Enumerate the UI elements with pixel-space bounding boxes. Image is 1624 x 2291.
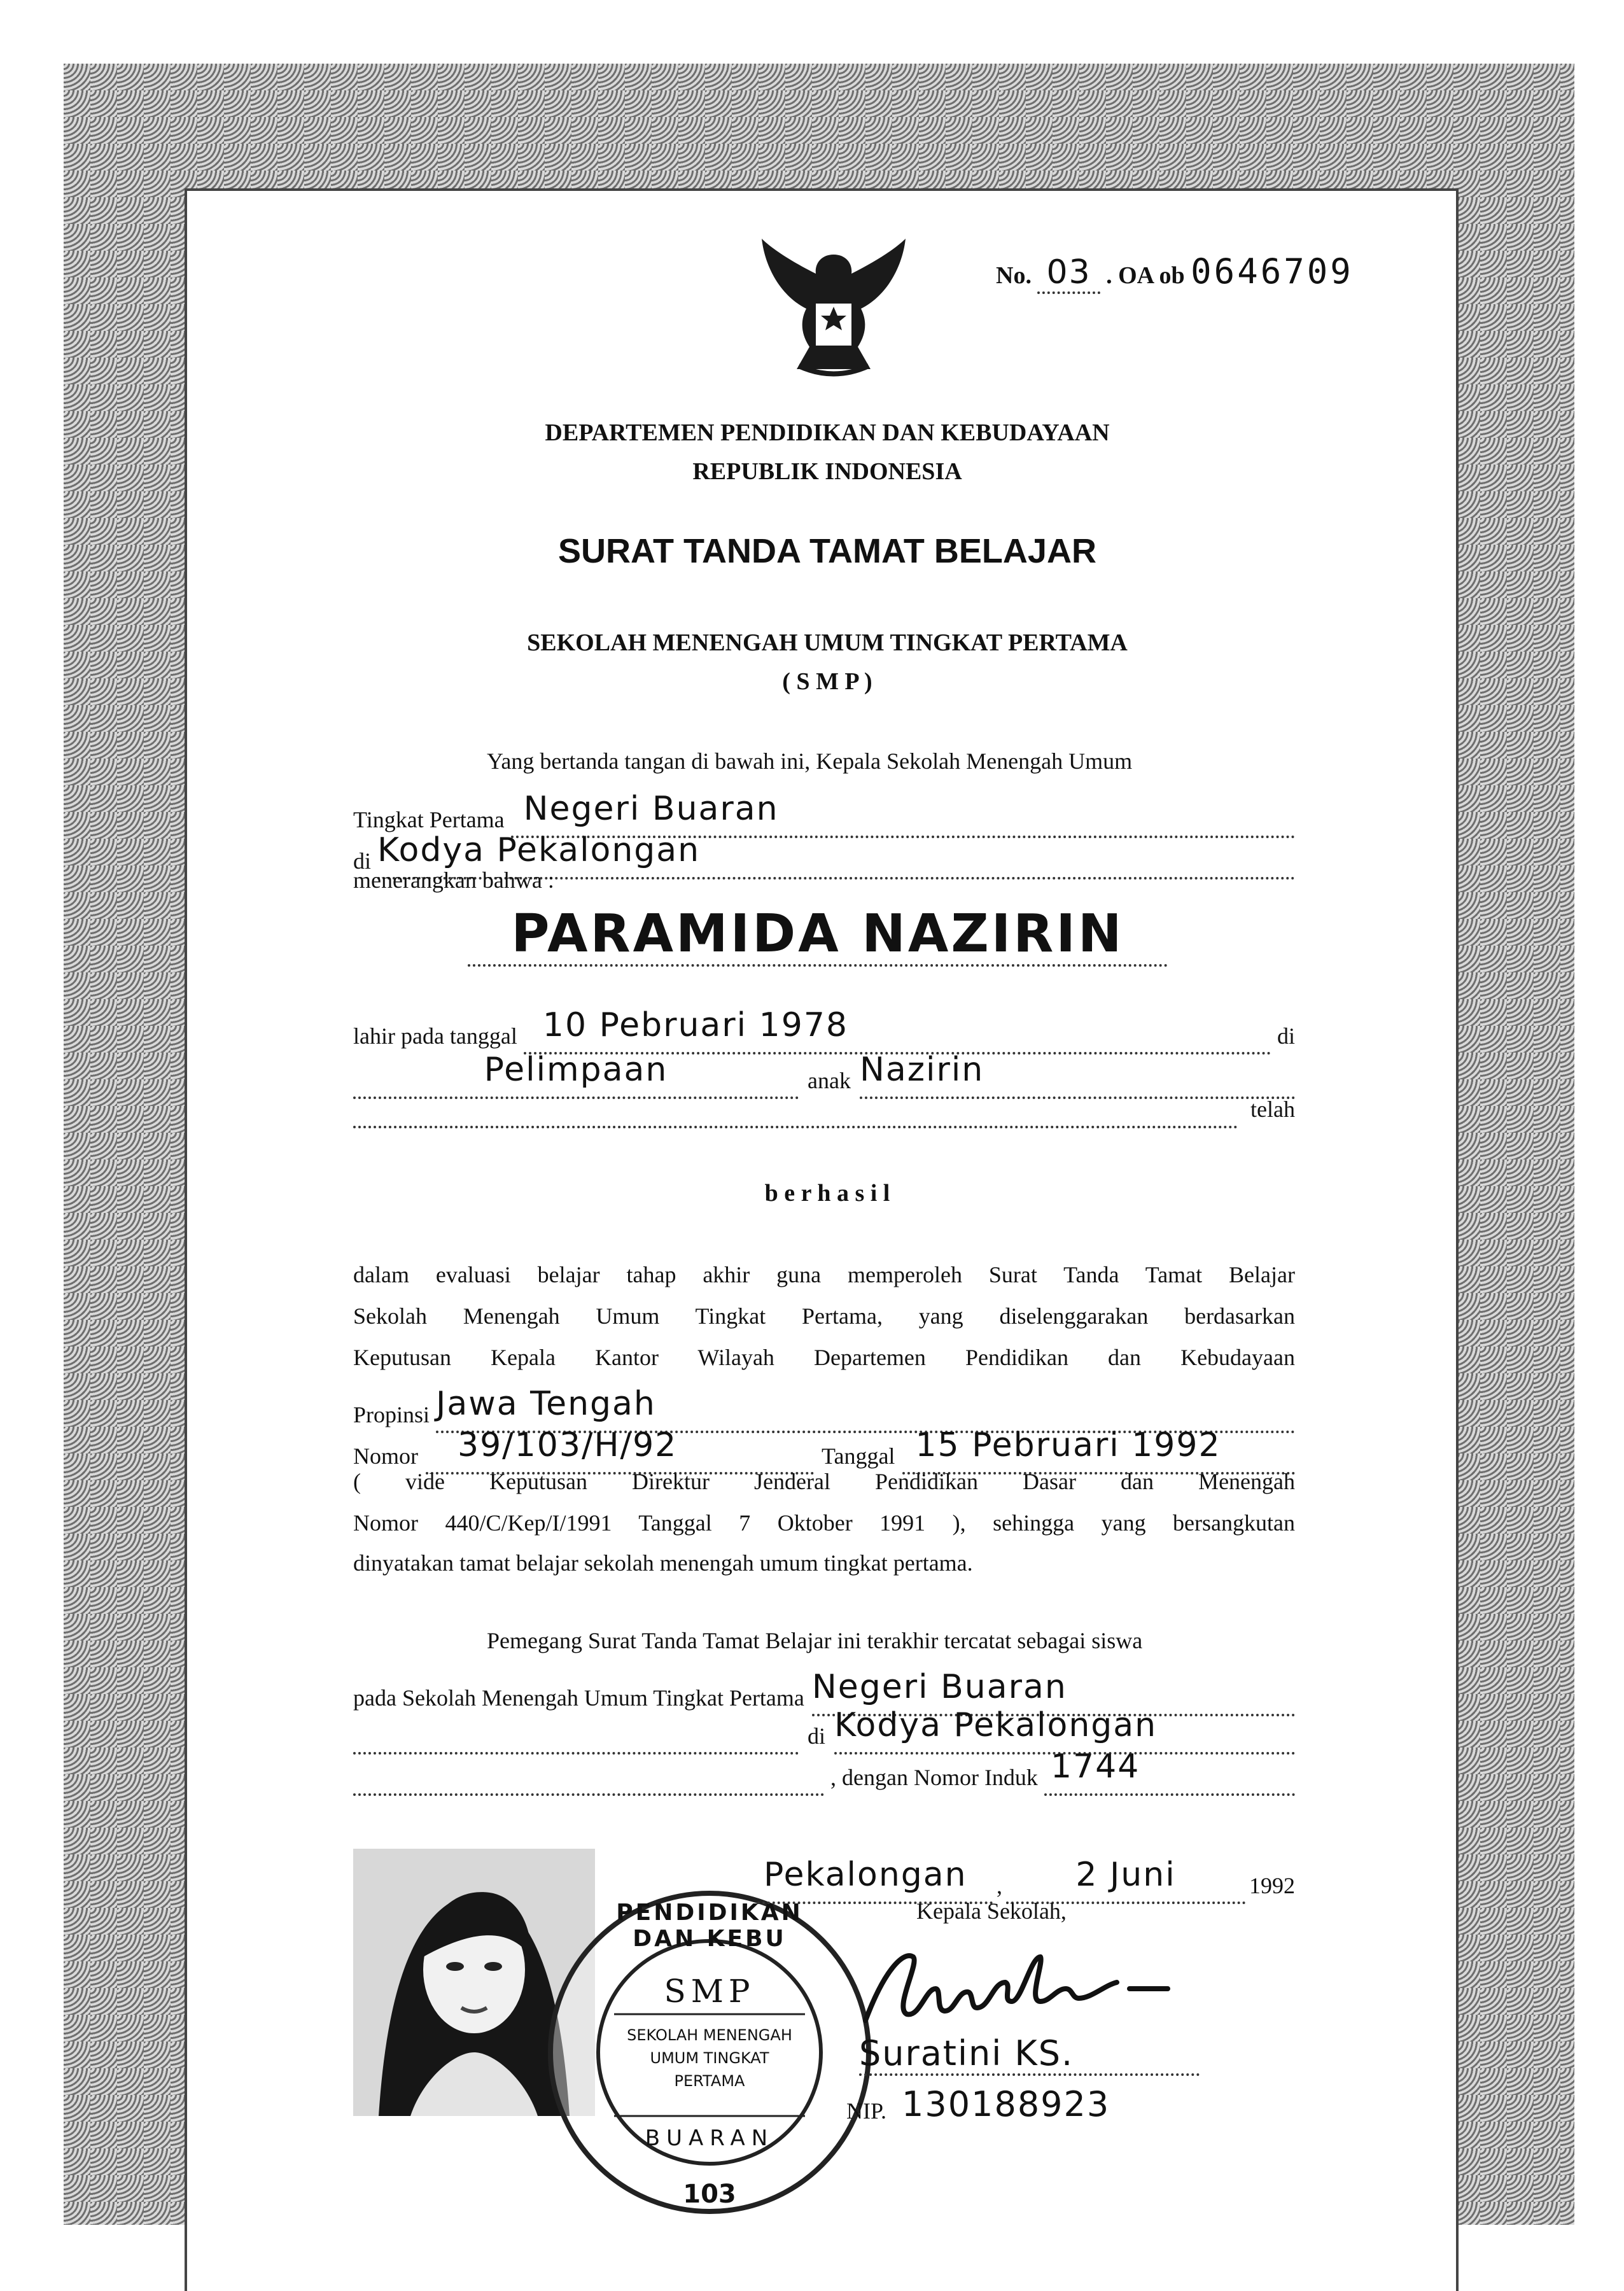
school-level-name: SEKOLAH MENENGAH UMUM TINGKAT PERTAMA — [527, 629, 1128, 656]
issue-day: 2 Juni — [1006, 1849, 1245, 1904]
label-born: lahir pada tanggal — [353, 1023, 517, 1049]
label-number: Nomor — [353, 1443, 418, 1469]
student-name: PARAMIDA NAZIRIN — [468, 904, 1168, 967]
vide-line2: Nomor 440/C/Kep/I/1991 Tanggal 7 Oktober 1991 ), sehingga yang bersangkutan — [353, 1510, 1295, 1536]
label-has: telah — [1250, 1096, 1295, 1122]
serial-no: 03 — [1037, 253, 1100, 294]
issue-place: Pekalongan — [757, 1849, 993, 1904]
school-stamp — [544, 1887, 875, 2218]
nip: 130188923 — [902, 2084, 1110, 2124]
label-head: Kepala Sekolah, — [916, 1898, 1067, 1924]
serial-prefix: No. — [996, 262, 1032, 289]
label-child: anak — [808, 1067, 851, 1093]
ministry-line1: DEPARTEMEN PENDIDIKAN DAN KEBUDAYAAN — [545, 419, 1110, 446]
vide-line1: ( vide Keputusan Direktur Jenderal Pendidikan Dasar dan Menengah — [353, 1469, 1295, 1494]
ministry-header — [382, 414, 1273, 491]
stamp-center-lines — [614, 2024, 805, 2092]
reg-number: 1744 — [1044, 1741, 1295, 1796]
eval-line1: dalam evaluasi belajar tahap akhir guna memperoleh Surat Tanda Tamat Belajar — [353, 1262, 1295, 1287]
result: b e r h a s i l — [764, 1180, 890, 1207]
stamp-center2: SEKOLAH MENENGAH — [627, 2026, 792, 2044]
issue-row: Pekalongan , 2 Juni 1992 — [757, 1849, 1295, 1904]
serial-series: . OA ob — [1106, 262, 1185, 289]
school-level — [382, 624, 1273, 701]
school-level-abbr: ( S M P ) — [782, 668, 872, 695]
last-city: Kodya Pekalongan — [834, 1699, 1295, 1755]
eval-line3: Keputusan Kepala Kantor Wilayah Departemen Pendidikan dan Kebudayaan — [353, 1345, 1295, 1370]
label-states: menerangkan bahwa : — [353, 867, 554, 893]
label-nip: NIP. — [846, 2098, 887, 2124]
nip-row — [846, 2084, 1110, 2124]
page-title: SURAT TANDA TAMAT BELAJAR — [558, 532, 1096, 570]
reg-row — [353, 1741, 1295, 1796]
stamp-center3: UMUM TINGKAT — [650, 2049, 769, 2067]
stamp-ring-bottom: 103 — [683, 2180, 736, 2209]
decree-date: 15 Pebruari 1992 — [902, 1419, 1295, 1475]
vide-line3: dinyatakan tamat belajar sekolah menengah umum tingkat pertama. — [353, 1550, 973, 1576]
school-city: Kodya Pekalongan — [377, 824, 1295, 879]
province: Jawa Tengah — [436, 1378, 1295, 1433]
stamp-center5: BUARAN — [645, 2126, 774, 2151]
garuda-emblem-icon — [754, 235, 913, 395]
decree-number: 39/103/H/92 — [426, 1419, 814, 1475]
school-name: Negeri Buaran — [511, 783, 1295, 838]
serial-line — [996, 251, 1354, 291]
birth-place: Pelimpaan — [353, 1044, 799, 1099]
serial-number: 0646709 — [1191, 251, 1354, 291]
issue-year: 1992 — [1249, 1872, 1295, 1898]
label-di-after: di — [1277, 1023, 1295, 1049]
has-row — [353, 1091, 1295, 1128]
parent-name: Nazirin — [860, 1044, 1295, 1099]
stamp-center4: PERTAMA — [674, 2072, 745, 2090]
blank-line — [353, 1774, 824, 1796]
holder-line2: pada Sekolah Menengah Umum Tingkat Pertama — [353, 1685, 804, 1711]
label-date: Tanggal — [822, 1443, 895, 1469]
intro-line1: Yang bertanda tangan di bawah ini, Kepala Sekolah Menengah Umum — [487, 748, 1133, 774]
holder-line1: Pemegang Surat Tanda Tamat Belajar ini terakhir tercatat sebagai siswa — [487, 1628, 1143, 1653]
stamp-ring-top: PENDIDIKAN DAN KEBU — [616, 1900, 803, 1952]
signature — [859, 1944, 1215, 2040]
label-di: di — [353, 848, 372, 874]
eval-line2: Sekolah Menengah Umum Tingkat Pertama, yang diselenggarakan berdasarkan — [353, 1303, 1295, 1329]
label-school: Tingkat Pertama — [353, 806, 505, 832]
last-school: Negeri Buaran — [812, 1661, 1295, 1716]
label-province: Propinsi — [353, 1401, 430, 1427]
label-di2: di — [808, 1723, 826, 1749]
blank-line — [353, 1107, 1238, 1128]
label-reg: , dengan Nomor Induk — [830, 1764, 1038, 1790]
ministry-line2: REPUBLIK INDONESIA — [692, 458, 962, 485]
stamp-center1: SMP — [664, 1973, 755, 2010]
head-name: Suratini KS. — [859, 2033, 1200, 2076]
birth-date: 10 Pebruari 1978 — [524, 999, 1271, 1054]
